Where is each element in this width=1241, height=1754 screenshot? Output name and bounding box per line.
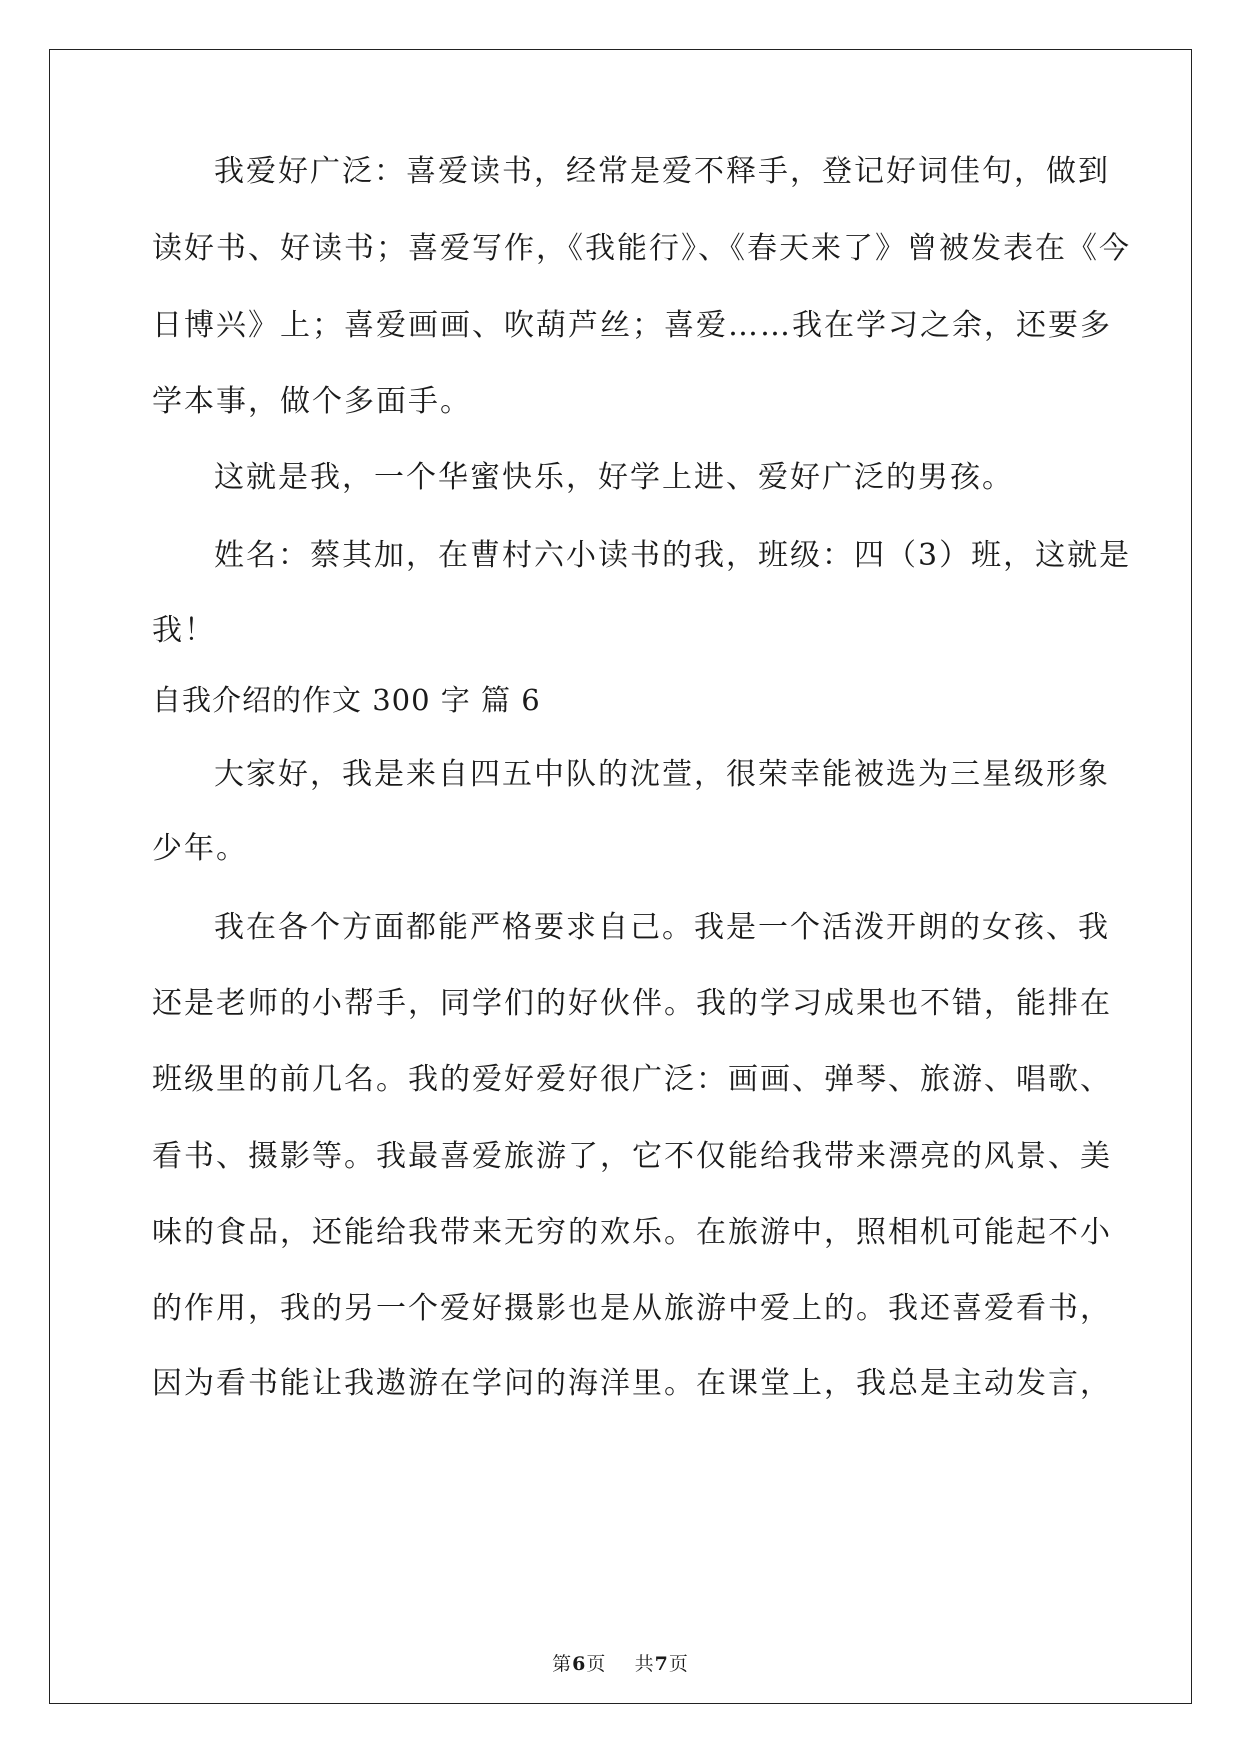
paragraph-line: 还是老师的小帮手，同学们的好伙伴。我的学习成果也不错，能排在: [152, 986, 1112, 1021]
paragraph-line: 读好书、好读书；喜爱写作，《我能行》、《春天来了》曾被发表在《今: [152, 231, 1131, 266]
total-page-number: 7: [654, 1653, 669, 1675]
paragraph-line: 因为看书能让我遨游在学问的海洋里。在课堂上，我总是主动发言，: [152, 1366, 1112, 1401]
paragraph-line: 日博兴》上；喜爱画画、吹葫芦丝；喜爱……我在学习之余，还要多: [152, 308, 1112, 343]
footer-prefix: 第: [552, 1653, 573, 1675]
footer-mid: 页 共: [586, 1653, 655, 1675]
paragraph-line: 味的食品，还能给我带来无穷的欢乐。在旅游中，照相机可能起不小: [152, 1215, 1112, 1250]
page-border: [49, 49, 1192, 1704]
paragraph-line: 我在各个方面都能严格要求自己。我是一个活泼开朗的女孩、我: [214, 910, 1110, 945]
paragraph-line: 大家好，我是来自四五中队的沈萱，很荣幸能被选为三星级形象: [214, 757, 1110, 792]
page-footer: [0, 1652, 1241, 1676]
paragraph-line: 姓名：蔡其加，在曹村六小读书的我，班级：四（3）班，这就是: [214, 538, 1132, 573]
current-page-number: 6: [572, 1653, 587, 1675]
paragraph-line: 看书、摄影等。我最喜爱旅游了，它不仅能给我带来漂亮的风景、美: [152, 1139, 1112, 1174]
paragraph-line: 班级里的前几名。我的爱好爱好很广泛：画画、弹琴、旅游、唱歌、: [152, 1062, 1112, 1097]
paragraph-line: 的作用，我的另一个爱好摄影也是从旅游中爱上的。我还喜爱看书，: [152, 1291, 1112, 1326]
paragraph-line: 这就是我，一个华蜜快乐，好学上进、爱好广泛的男孩。: [214, 460, 1014, 495]
paragraph-line: 我爱好广泛：喜爱读书，经常是爱不释手，登记好词佳句，做到: [214, 154, 1110, 189]
paragraph-line: 我！: [152, 613, 216, 648]
paragraph-line: 少年。: [152, 831, 248, 866]
section-heading: 自我介绍的作文 300 字 篇 6: [152, 683, 541, 717]
footer-suffix: 页: [668, 1653, 689, 1675]
paragraph-line: 学本事，做个多面手。: [152, 384, 472, 419]
